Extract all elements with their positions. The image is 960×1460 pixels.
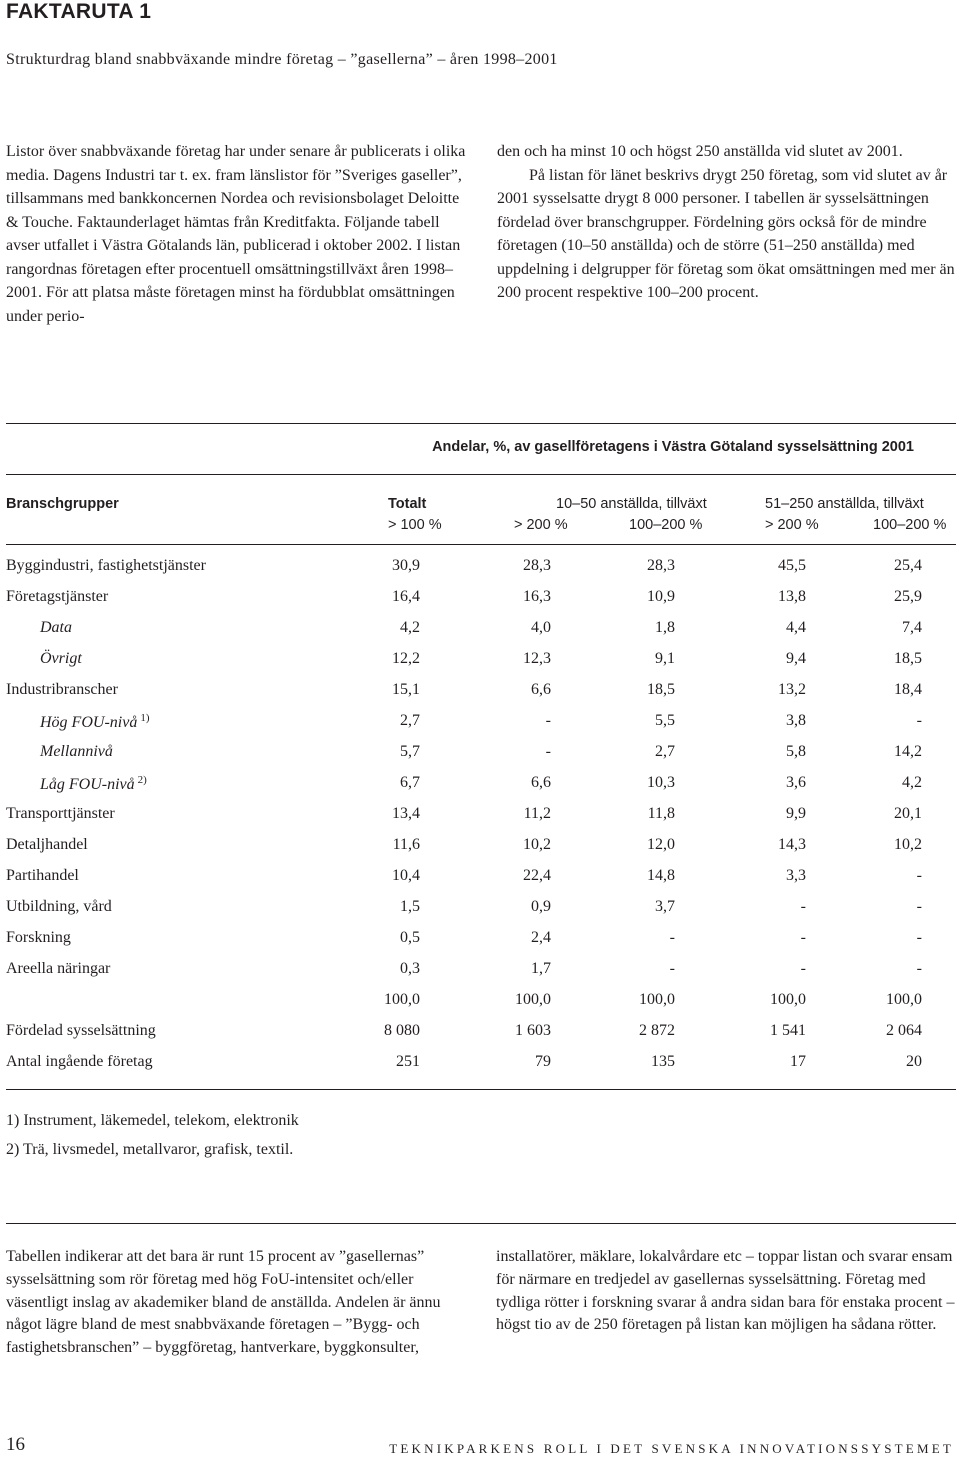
cell-value: 10,9 xyxy=(647,588,675,605)
cell-value: 10,2 xyxy=(523,836,551,853)
cell-value: 4,0 xyxy=(531,619,551,636)
page-number: 16 xyxy=(6,1434,25,1455)
cell-value: 6,6 xyxy=(531,681,551,698)
cell-value: 2,7 xyxy=(655,743,675,760)
cell-value: - xyxy=(545,743,551,760)
table-top-rule xyxy=(6,423,956,424)
table-row xyxy=(0,619,960,650)
row-label-text: Forskning xyxy=(6,929,71,946)
row-label-text: Detaljhandel xyxy=(6,836,88,853)
cell-value: 11,8 xyxy=(647,805,675,822)
table-row xyxy=(0,1053,960,1084)
cell-value: 2,7 xyxy=(400,712,420,729)
cell-value: 2,4 xyxy=(531,929,551,946)
row-label xyxy=(6,960,110,978)
cell-value: 13,8 xyxy=(778,588,806,605)
cell-value: - xyxy=(916,712,922,729)
cell-value: 12,3 xyxy=(523,650,551,667)
row-label-text: Företagstjänster xyxy=(6,588,109,605)
cell-value: 100,0 xyxy=(515,991,551,1008)
cell-value: 30,9 xyxy=(392,557,420,574)
cell-value: 4,4 xyxy=(786,619,806,636)
table-row xyxy=(0,867,960,898)
header-large-firms: 51–250 anställda, tillväxt xyxy=(765,496,924,512)
cell-value: 4,2 xyxy=(902,774,922,791)
cell-value: 10,4 xyxy=(392,867,420,884)
cell-value: 3,3 xyxy=(786,867,806,884)
header-small-100-200: 100–200 % xyxy=(629,517,703,533)
cell-value: 6,7 xyxy=(400,774,420,791)
cell-value: - xyxy=(916,929,922,946)
cell-value: 45,5 xyxy=(778,557,806,574)
cell-value: 25,9 xyxy=(894,588,922,605)
table-body-rule xyxy=(6,544,956,545)
row-label xyxy=(6,867,79,885)
table-row xyxy=(0,774,960,805)
row-label xyxy=(6,805,115,823)
header-small-gt200: > 200 % xyxy=(514,517,568,533)
cell-value: 1,8 xyxy=(655,619,675,636)
header-large-100-200: 100–200 % xyxy=(873,517,947,533)
cell-value: 18,5 xyxy=(647,681,675,698)
cell-value: 3,6 xyxy=(786,774,806,791)
row-label xyxy=(6,929,71,947)
cell-value: 17 xyxy=(790,1053,806,1070)
cell-value: 7,4 xyxy=(902,619,922,636)
table-row xyxy=(0,743,960,774)
cell-value: 6,6 xyxy=(531,774,551,791)
intro-paragraph: Listor över snabbväxande företag har under senare år publicerats i olika media. Dagens Industri tar t. ex. fram länslistor för ”Sveriges gaseller”, tillsammans med bankkoncernen Nordea och revisionsbolaget Deloitte & Touche. Faktaunderlaget hämtas från Kreditfakta. Följande tabell avser utfallet i Västra Götalands län, publicerad i oktober 2002. I listan rangordnas företagen efter procentuell omsättningstillväxt åren 1998–2001. För att platsa måste företagen minst ha fördubblat omsättningen under perio- xyxy=(6,143,466,325)
table-row xyxy=(0,557,960,588)
header-total-sub: > 100 % xyxy=(388,517,442,533)
table-row xyxy=(0,1022,960,1053)
cell-value: 3,8 xyxy=(786,712,806,729)
row-label-text: Fördelad sysselsättning xyxy=(6,1022,156,1039)
cell-value: 1,5 xyxy=(400,898,420,915)
cell-value: - xyxy=(800,898,806,915)
cell-value: 9,4 xyxy=(786,650,806,667)
cell-value: 13,2 xyxy=(778,681,806,698)
cell-value: 1 541 xyxy=(770,1022,806,1039)
outro-paragraph: installatörer, mäklare, lokalvårdare etc – toppar listan och svarar ensam för närmare en tredjedel av gasellernas sysselsättning. Företag med tydliga rötter i forskning svarar å andra sidan bara för enstaka procent – högst tio av de 250 företagen på listan kan möjligen ha sådana rötter. xyxy=(496,1248,955,1334)
row-label-text: Byggindustri, fastighetstjänster xyxy=(6,557,206,574)
running-title: TEKNIKPARKENS ROLL I DET SVENSKA INNOVATIONSSYSTEMET xyxy=(389,1441,954,1456)
cell-value: 14,2 xyxy=(894,743,922,760)
cell-value: 18,5 xyxy=(894,650,922,667)
cell-value: 15,1 xyxy=(392,681,420,698)
cell-value: 11,6 xyxy=(392,836,420,853)
row-label xyxy=(6,836,88,854)
cell-value: 28,3 xyxy=(647,557,675,574)
intro-paragraph: På listan för länet beskrivs drygt 250 företag, som vid slutet av år 2001 sysselsatte drygt 8 000 personer. I tabellen är sysselsättningen fördelad över branschgrupper. Fördelning görs också för de mindre företagen (10–50 anställda) och de större (51–250 anställda) med uppdelning i delgrupper för företag som ökat omsättningen med mer än 200 procent respektive 100–200 procent. xyxy=(497,166,955,301)
table-bottom-rule xyxy=(6,1089,956,1090)
cell-value: 10,3 xyxy=(647,774,675,791)
table-row xyxy=(0,712,960,743)
cell-value: 79 xyxy=(535,1053,551,1070)
cell-value: 100,0 xyxy=(639,991,675,1008)
row-label-text: Utbildning, vård xyxy=(6,898,112,915)
row-label xyxy=(40,743,113,761)
table-header-rule xyxy=(6,474,956,475)
row-label-text: Industribranscher xyxy=(6,681,118,698)
outro-top-rule xyxy=(6,1223,956,1224)
cell-value: 1,7 xyxy=(531,960,551,977)
cell-value: 12,2 xyxy=(392,650,420,667)
cell-value: 4,2 xyxy=(400,619,420,636)
cell-value: 5,7 xyxy=(400,743,420,760)
cell-value: 135 xyxy=(651,1053,675,1070)
header-large-gt200: > 200 % xyxy=(765,517,819,533)
cell-value: 10,2 xyxy=(894,836,922,853)
row-label-text: Övrigt xyxy=(40,650,82,667)
cell-value: 0,9 xyxy=(531,898,551,915)
intro-column-left xyxy=(6,140,470,328)
cell-value: 14,3 xyxy=(778,836,806,853)
outro-column-left xyxy=(6,1246,462,1360)
cell-value: 22,4 xyxy=(523,867,551,884)
cell-value: - xyxy=(916,960,922,977)
cell-value: 2 872 xyxy=(639,1022,675,1039)
cell-value: 11,2 xyxy=(523,805,551,822)
cell-value: 9,1 xyxy=(655,650,675,667)
cell-value: 1 603 xyxy=(515,1022,551,1039)
footnote-2: 2) Trä, livsmedel, metallvaror, grafisk, textil. xyxy=(6,1141,294,1158)
row-label xyxy=(6,1022,156,1040)
row-label-text: Hög FOU-nivå xyxy=(40,714,138,731)
row-label xyxy=(40,650,82,668)
factbox-title: FAKTARUTA 1 xyxy=(6,0,152,23)
cell-value: 100,0 xyxy=(384,991,420,1008)
row-label-text: Låg FOU-nivå xyxy=(40,776,135,793)
table-row xyxy=(0,898,960,929)
row-label xyxy=(6,557,206,575)
cell-value: 5,5 xyxy=(655,712,675,729)
row-label xyxy=(6,1053,153,1071)
cell-value: 25,4 xyxy=(894,557,922,574)
cell-value: - xyxy=(916,867,922,884)
cell-value: 3,7 xyxy=(655,898,675,915)
cell-value: 20,1 xyxy=(894,805,922,822)
table-row xyxy=(0,805,960,836)
intro-column-right xyxy=(497,140,957,305)
row-label xyxy=(40,619,72,637)
footnote-1: 1) Instrument, läkemedel, telekom, elektronik xyxy=(6,1112,299,1129)
cell-value: 12,0 xyxy=(647,836,675,853)
cell-value: - xyxy=(800,960,806,977)
row-label xyxy=(6,898,112,916)
table-row xyxy=(0,588,960,619)
table-row xyxy=(0,836,960,867)
cell-value: 0,5 xyxy=(400,929,420,946)
table-title: Andelar, %, av gasellföretagens i Västra Götaland sysselsättning 2001 xyxy=(432,439,914,455)
cell-value: 18,4 xyxy=(894,681,922,698)
cell-value: 16,4 xyxy=(392,588,420,605)
cell-value: 100,0 xyxy=(886,991,922,1008)
cell-value: 14,8 xyxy=(647,867,675,884)
footnote-marker: 2) xyxy=(137,774,147,786)
row-label xyxy=(6,588,108,606)
row-label-text: Areella näringar xyxy=(6,960,111,977)
cell-value: 8 080 xyxy=(384,1022,420,1039)
row-label-text: Data xyxy=(40,619,72,636)
outro-paragraph: Tabellen indikerar att det bara är runt 15 procent av ”gasellernas” sysselsättning som rör företag med hög FoU-intensitet och/eller väsentligt inslag av akademiker bland de anställda. Andelen är ännu något lägre bland de mest snabbväxande företagen – ”Bygg- och fastighetsbranschen” – byggföretag, hantverkare, byggkonsulter, xyxy=(6,1248,441,1357)
header-small-firms: 10–50 anställda, tillväxt xyxy=(556,496,707,512)
row-label xyxy=(6,681,118,699)
cell-value: 20 xyxy=(906,1053,922,1070)
cell-value: 28,3 xyxy=(523,557,551,574)
row-label-text: Antal ingående företag xyxy=(6,1053,153,1070)
header-branch: Branschgrupper xyxy=(6,496,119,512)
row-label-text: Mellannivå xyxy=(40,743,113,760)
factbox-subtitle: Strukturdrag bland snabbväxande mindre företag – ”gasellerna” – åren 1998–2001 xyxy=(6,51,558,68)
cell-value: - xyxy=(545,712,551,729)
intro-paragraph: den och ha minst 10 och högst 250 anställda vid slutet av 2001. xyxy=(497,143,903,160)
cell-value: - xyxy=(800,929,806,946)
cell-value: - xyxy=(916,898,922,915)
cell-value: - xyxy=(669,929,675,946)
cell-value: 13,4 xyxy=(392,805,420,822)
cell-value: 251 xyxy=(396,1053,420,1070)
cell-value: 5,8 xyxy=(786,743,806,760)
cell-value: - xyxy=(669,960,675,977)
cell-value: 2 064 xyxy=(886,1022,922,1039)
row-label xyxy=(40,774,147,794)
table-row xyxy=(0,650,960,681)
row-label-text: Partihandel xyxy=(6,867,79,884)
cell-value: 9,9 xyxy=(786,805,806,822)
outro-column-right xyxy=(496,1246,956,1337)
table-row xyxy=(0,991,960,1022)
row-label xyxy=(40,712,149,732)
table-row xyxy=(0,929,960,960)
footnote-marker: 1) xyxy=(140,712,150,724)
header-total: Totalt xyxy=(388,496,427,512)
table-row xyxy=(0,960,960,991)
cell-value: 100,0 xyxy=(770,991,806,1008)
table-row xyxy=(0,681,960,712)
cell-value: 16,3 xyxy=(523,588,551,605)
cell-value: 0,3 xyxy=(400,960,420,977)
row-label-text: Transporttjänster xyxy=(6,805,115,822)
